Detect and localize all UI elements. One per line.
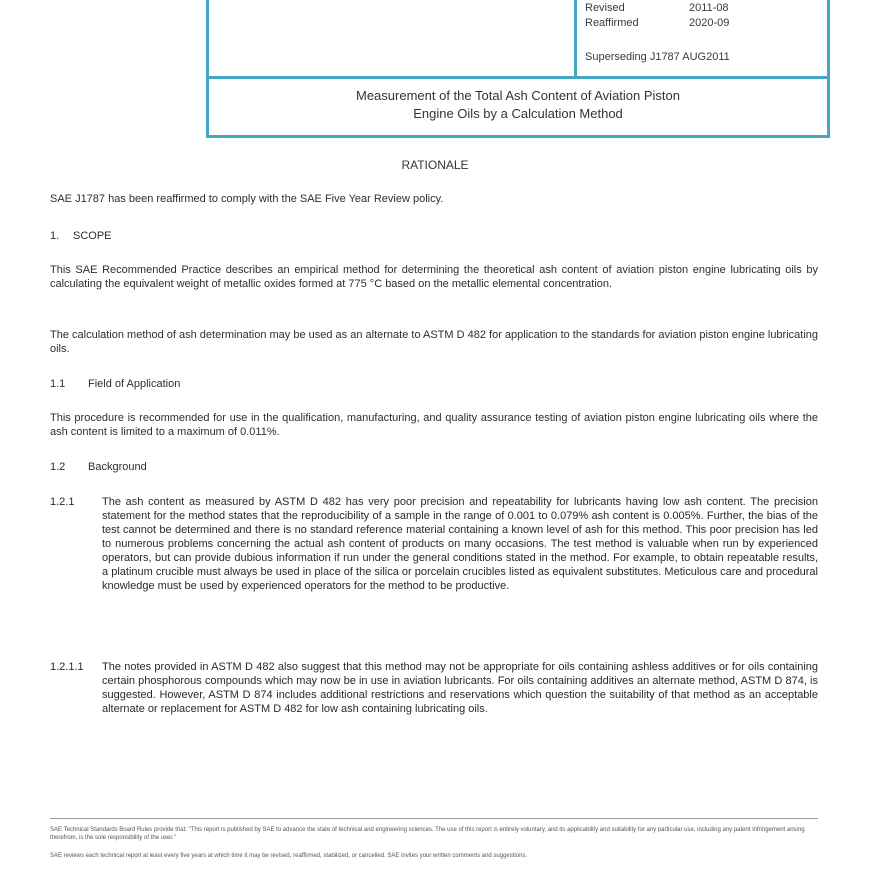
rationale-text: SAE J1787 has been reaffirmed to comply with the SAE Five Year Review policy. — [50, 193, 444, 205]
section-1-2-1-1 — [50, 660, 818, 716]
revised-label: Revised — [585, 2, 625, 14]
rationale-heading: RATIONALE — [401, 158, 469, 172]
background-number: 1.2 — [50, 461, 66, 473]
reaffirmed-value: 2020-09 — [689, 17, 730, 29]
revised-value: 2011-08 — [689, 2, 729, 14]
footer-notice-1: SAE Technical Standards Board Rules provide that: "This report is published by SAE to advance the state of technical and engineering sciences. The use of this report is entirely voluntary, and its applicability and suitability for any particular use, including any patent infringement arising therefrom, is the sole responsibility of the user." — [50, 827, 805, 841]
section-1-2-1-1-number: 1.2.1.1 — [50, 661, 84, 673]
scope-paragraph-2: The calculation method of ash determination may be used as an alternate to ASTM D 482 for application to the standards for aviation piston engine lubricating oils. — [50, 329, 819, 355]
background-heading — [50, 461, 147, 473]
field-title: Field of Application — [88, 378, 181, 390]
section-1-2-1-1-text: The notes provided in ASTM D 482 also suggest that this method may not be appropriate for oils containing ashless additives or for oils containing certain phosphorous compounds which may now be in use in aviation lubricants. For oils containing additives an alternate method, ASTM D 874, is suggested. However, ASTM D 874 includes additional restrictions and reservations which question the suitability of that method as an acceptable alternate or replacement for ASTM D 482 for low ash containing lubricating oils. — [102, 661, 818, 715]
scope-heading — [50, 230, 112, 242]
title-line-2: Engine Oils by a Calculation Method — [413, 106, 623, 121]
field-paragraph: This procedure is recommended for use in the qualification, manufacturing, and quality assurance testing of aviation piston engine lubricating oils where the ash content is limited to a maximum of 0.011%. — [50, 412, 818, 438]
section-1-2-1 — [50, 495, 818, 593]
field-number: 1.1 — [50, 378, 66, 390]
title-line-1: Measurement of the Total Ash Content of Aviation Piston — [356, 88, 680, 103]
scope-title: SCOPE — [73, 230, 112, 242]
field-heading — [50, 378, 180, 390]
revision-dates — [585, 1, 729, 31]
scope-number: 1. — [50, 230, 60, 242]
background-title: Background — [88, 461, 147, 473]
header-divider — [574, 0, 577, 76]
document-header-box — [206, 0, 830, 138]
header-top-section — [209, 0, 827, 79]
footer-notice-2: SAE reviews each technical report at least every five years at which time it may be revised, reaffirmed, stabilized, or cancelled. SAE invites your written comments and suggestions. — [50, 853, 528, 859]
reaffirmed-label: Reaffirmed — [585, 17, 639, 29]
section-1-2-1-text: The ash content as measured by ASTM D 482 has very poor precision and repeatability for lubricants having low ash content. The precision statement for the method states that the reproducibility of a sample in the range of 0.001 to 0.079% ash content is 0.005%. Further, the bias of the test cannot be determined and there is no standard reference material containing a known level of ash for this method. This poor precision has led to numerous problems concerning the actual ash content of products on many occasions. The test method is valuable when run by experienced operators, but can provide dubious information if run under the general conditions stated in the method. For example, to obtain repeatable results, a platinum crucible must always be used in place of the silica or porcelain crucibles listed as equivalent substitutes. Meticulous care and procedural knowledge must be used by experienced operators for the method to be productive. — [102, 496, 818, 592]
scope-paragraph-1: This SAE Recommended Practice describes an empirical method for determining the theoretical ash content of aviation piston engine lubricating oils by calculating the equivalent weight of metallic oxides formed at 775 °C based on the metallic elemental concentration. — [50, 264, 818, 290]
section-1-2-1-number: 1.2.1 — [50, 496, 75, 508]
document-title — [209, 87, 827, 123]
superseding-note: Superseding J1787 AUG2011 — [585, 51, 730, 63]
footer-rule — [50, 818, 818, 819]
